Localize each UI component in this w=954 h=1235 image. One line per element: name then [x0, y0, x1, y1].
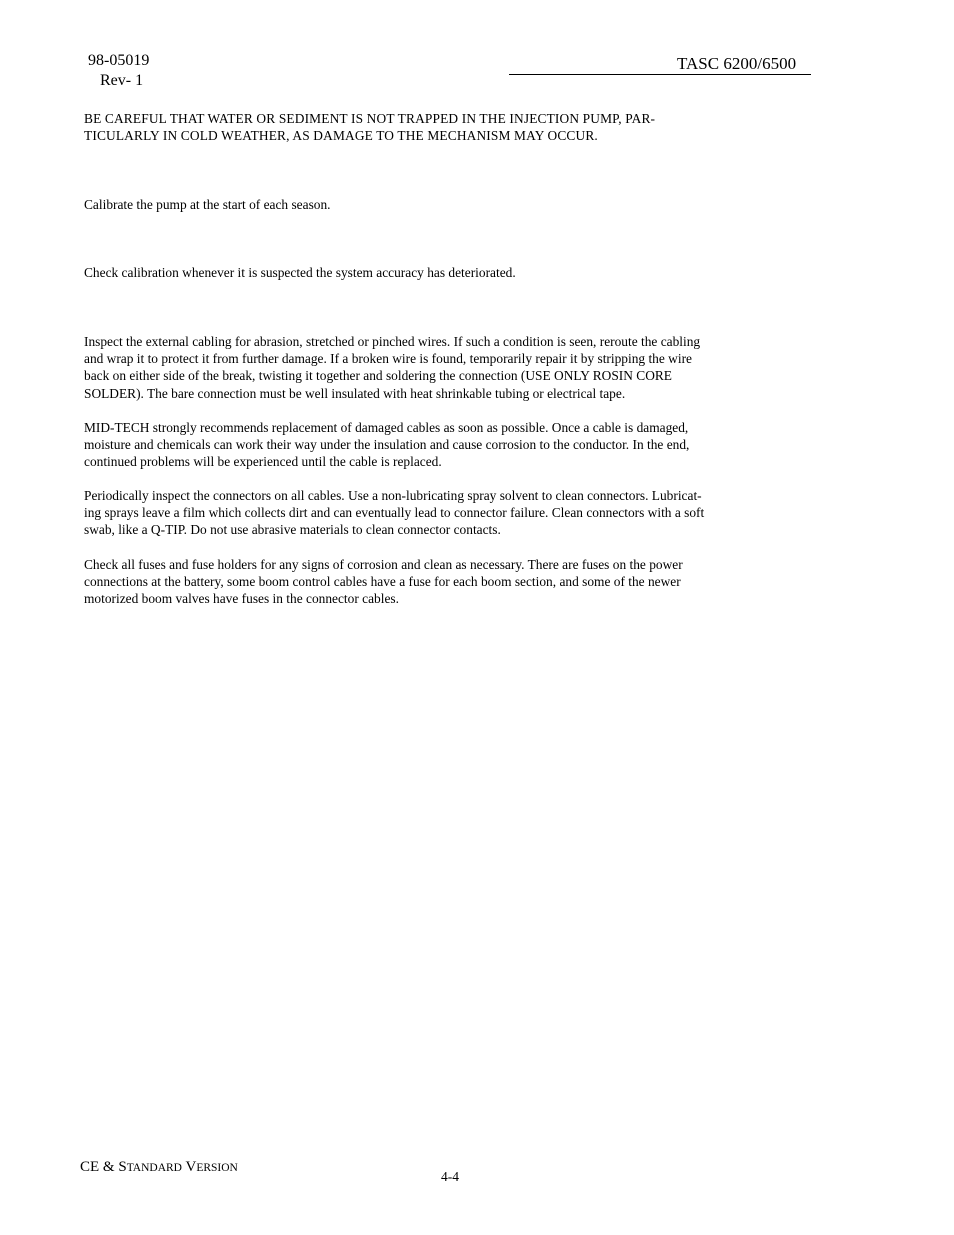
paragraph-line: SOLDER). The bare connection must be well insulated with heat shrinkable tubing or electrical tape. [84, 385, 626, 401]
document-number: 98-05019 [88, 52, 150, 69]
paragraph-line: back on either side of the break, twisting it together and soldering the connection (USE ONLY ROSIN CORE [84, 368, 672, 384]
connectors-paragraph [84, 487, 804, 539]
footer-version-part: V [182, 1159, 197, 1175]
footer-version-part: ERSION [196, 1162, 238, 1174]
caution-paragraph [84, 110, 804, 144]
footer-version-part: TANDARD [126, 1162, 182, 1174]
product-title: TASC 6200/6500 [677, 54, 797, 73]
paragraph-line: moisture and chemicals can work their way under the insulation and cause corrosion to the conductor. In the end, [84, 437, 690, 453]
calibrate-season-paragraph: Calibrate the pump at the start of each season. [84, 197, 331, 212]
header-rule [509, 74, 811, 75]
caution-line: BE CAREFUL THAT WATER OR SEDIMENT IS NOT TRAPPED IN THE INJECTION PUMP, PAR- [84, 111, 656, 126]
paragraph-line: Periodically inspect the connectors on all cables. Use a non-lubricating spray solvent to clean connectors. Lubricat- [84, 488, 702, 503]
paragraph-line: ing sprays leave a film which collects dirt and can eventually lead to connector failure. Clean connectors with a soft [84, 505, 705, 521]
footer-version-label [80, 1158, 238, 1177]
paragraph-line: MID-TECH strongly recommends replacement of damaged cables as soon as possible. Once a cable is damaged, [84, 420, 689, 435]
paragraph-line: Inspect the external cabling for abrasion, stretched or pinched wires. If such a condition is seen, reroute the cabling [84, 334, 701, 349]
paragraph-line: connections at the battery, some boom control cables have a fuse for each boom section, and some of the newer [84, 574, 681, 590]
paragraph-line: and wrap it to protect it from further damage. If a broken wire is found, temporarily repair it by stripping the wire [84, 351, 692, 367]
paragraph-line: continued problems will be experienced until the cable is replaced. [84, 454, 442, 470]
paragraph-line: swab, like a Q-TIP. Do not use abrasive materials to clean connector contacts. [84, 522, 501, 538]
footer-version-part: CE & S [80, 1159, 127, 1175]
paragraph-line: Check all fuses and fuse holders for any signs of corrosion and clean as necessary. There are fuses on the power [84, 557, 683, 572]
page-number: 4-4 [441, 1169, 459, 1184]
revision-label: Rev- 1 [100, 72, 144, 89]
check-calibration-paragraph: Check calibration whenever it is suspected the system accuracy has deteriorated. [84, 265, 516, 280]
caution-line: TICULARLY IN COLD WEATHER, AS DAMAGE TO THE MECHANISM MAY OCCUR. [84, 128, 598, 144]
fuses-paragraph [84, 556, 804, 608]
cabling-paragraph [84, 333, 804, 402]
paragraph-line: motorized boom valves have fuses in the connector cables. [84, 591, 399, 607]
replacement-paragraph [84, 419, 804, 471]
